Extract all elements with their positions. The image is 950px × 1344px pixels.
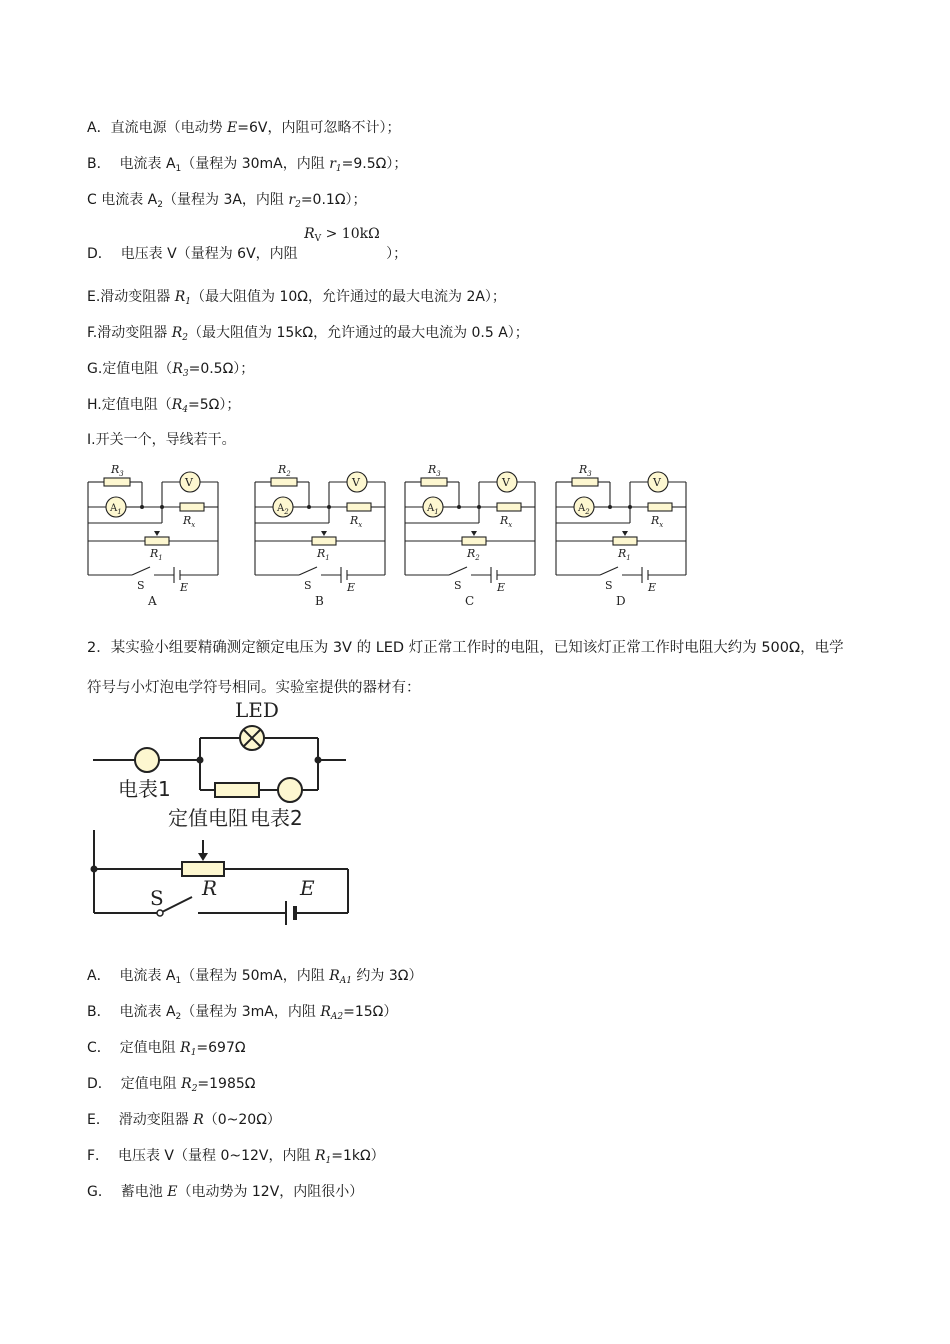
switch-label: S (304, 579, 312, 592)
option-d-line: D． 电压表 V（量程为 6V，内阻 $R_V > 10k\Omega$ ）； (87, 226, 408, 262)
rx-symbol (648, 503, 672, 511)
circuit-option-c (405, 463, 535, 608)
rheostat-symbol (312, 537, 336, 545)
question-2-text: 2．某实验小组要精确测定额定电压为 3V 的 LED 灯正常工作时的电阻，已知该灯正常工作时电阻大约为 500Ω，电学符号与小灯泡电学符号相同。实验室提供的器材有： (87, 640, 844, 696)
q2-option-d: D． 定值电阻 $R_2=1985\Omega$ (87, 1076, 256, 1094)
caption-label: D (616, 594, 626, 608)
ammeter-label: $A_2$ (277, 503, 289, 516)
switch-label: S (454, 579, 462, 592)
led-circuit-figure (88, 695, 358, 935)
rheostat-symbol (145, 537, 169, 545)
circuit-option-d (556, 463, 686, 608)
rx-symbol (497, 503, 521, 511)
rheostat-symbol (462, 537, 486, 545)
fixed-resistor-label: 定值电阻 (168, 806, 248, 830)
switch-label: S (137, 579, 145, 592)
meter-1-label: 电表1 (118, 777, 171, 801)
led-label: LED (235, 698, 279, 722)
option-g-line: G.定值电阻$(R_3=0.5\Omega)$； (87, 361, 255, 379)
q2-option-c: C． 定值电阻 $R_1=697\Omega$ (87, 1040, 246, 1058)
option-a-line: A．直流电源（电动势 E=6V，内阻可忽略不计）； (87, 120, 401, 136)
option-i-line: I.开关一个，导线若干。 (87, 432, 236, 448)
circuit-option-b (255, 463, 385, 608)
q2-option-g: G． 蓄电池 E（电动势为 12V，内阻很小） (87, 1184, 364, 1200)
rheostat-symbol (182, 862, 224, 876)
caption-label: B (315, 594, 324, 608)
source-label: E (648, 581, 657, 594)
q2-option-a: A． 电流表 $A_1$（量程为 50mA，内阻 $R_{A1}$ 约为 3Ω） (87, 968, 423, 986)
meter-2-symbol (278, 778, 302, 802)
option-b-line: B． 电流表 $A_1$（量程为 30mA，内阻 $r_1=9.5\Omega$）； (87, 156, 408, 174)
switch-label: S (150, 886, 164, 910)
source-label: E (180, 581, 189, 594)
top-resistor-symbol (104, 478, 130, 486)
rheostat-label: $R_2$ (467, 547, 480, 562)
rx-label: $R_x$ (350, 514, 363, 529)
top-resistor-label: $R_2$ (278, 463, 291, 478)
rx-label: $R_x$ (183, 514, 196, 529)
rx-label: $R_x$ (500, 514, 513, 529)
rheostat-label: $R_1$ (150, 547, 163, 562)
rx-label: $R_x$ (651, 514, 664, 529)
ammeter-label: $A_1$ (427, 503, 439, 516)
caption-label: C (465, 594, 475, 608)
voltmeter-label: V (502, 476, 510, 489)
top-resistor-symbol (271, 478, 297, 486)
option-f-line: F.滑动变阻器 $R_2$（最大阻值为 15kΩ，允许通过的最大电流为 0.5 A）； (87, 325, 529, 343)
top-resistor-symbol (421, 478, 447, 486)
q2-option-f: F． 电压表 V（量程 0~12V，内阻 $R_1=1k\Omega$） (87, 1148, 385, 1166)
source-label: E (497, 581, 506, 594)
meter-2-label: 电表2 (250, 806, 303, 830)
top-resistor-symbol (572, 478, 598, 486)
voltmeter-label: V (352, 476, 360, 489)
switch-label: S (605, 579, 613, 592)
option-e-line: E.滑动变阻器 $R_1$（最大阻值为 10Ω，允许通过的最大电流为 2A）； (87, 289, 506, 307)
ammeter-label: $A_2$ (578, 503, 590, 516)
option-h-line: H.定值电阻$(R_4=5\Omega)$； (87, 397, 241, 415)
rheostat-label: $R_1$ (618, 547, 631, 562)
ammeter-label: $A_1$ (110, 503, 122, 516)
source-label: E (300, 876, 315, 900)
rheostat-label: $R_1$ (317, 547, 330, 562)
q2-option-e: E． 滑动变阻器 R（0~20Ω） (87, 1112, 281, 1128)
top-resistor-label: $R_3$ (111, 463, 124, 478)
switch-symbol (160, 897, 192, 913)
rheostat-symbol (613, 537, 637, 545)
fixed-resistor-symbol (215, 783, 259, 797)
voltmeter-label: V (185, 476, 193, 489)
top-resistor-label: $R_3$ (428, 463, 441, 478)
circuit-options-figure (80, 455, 700, 610)
meter-1-symbol (135, 748, 159, 772)
rheostat-label: R (202, 876, 218, 900)
source-label: E (347, 581, 356, 594)
voltmeter-label: V (653, 476, 661, 489)
rx-symbol (180, 503, 204, 511)
circuit-option-a (88, 463, 218, 608)
q2-option-b: B． 电流表 $A_2$（量程为 3mA，内阻 $R_{A2}=15\Omega$） (87, 1004, 398, 1022)
option-c-line: C 电流表 $A_2$（量程为 3A，内阻 $r_2=0.1\Omega$）； (87, 192, 367, 210)
top-resistor-label: $R_3$ (579, 463, 592, 478)
caption-label: A (148, 594, 157, 608)
rx-symbol (347, 503, 371, 511)
